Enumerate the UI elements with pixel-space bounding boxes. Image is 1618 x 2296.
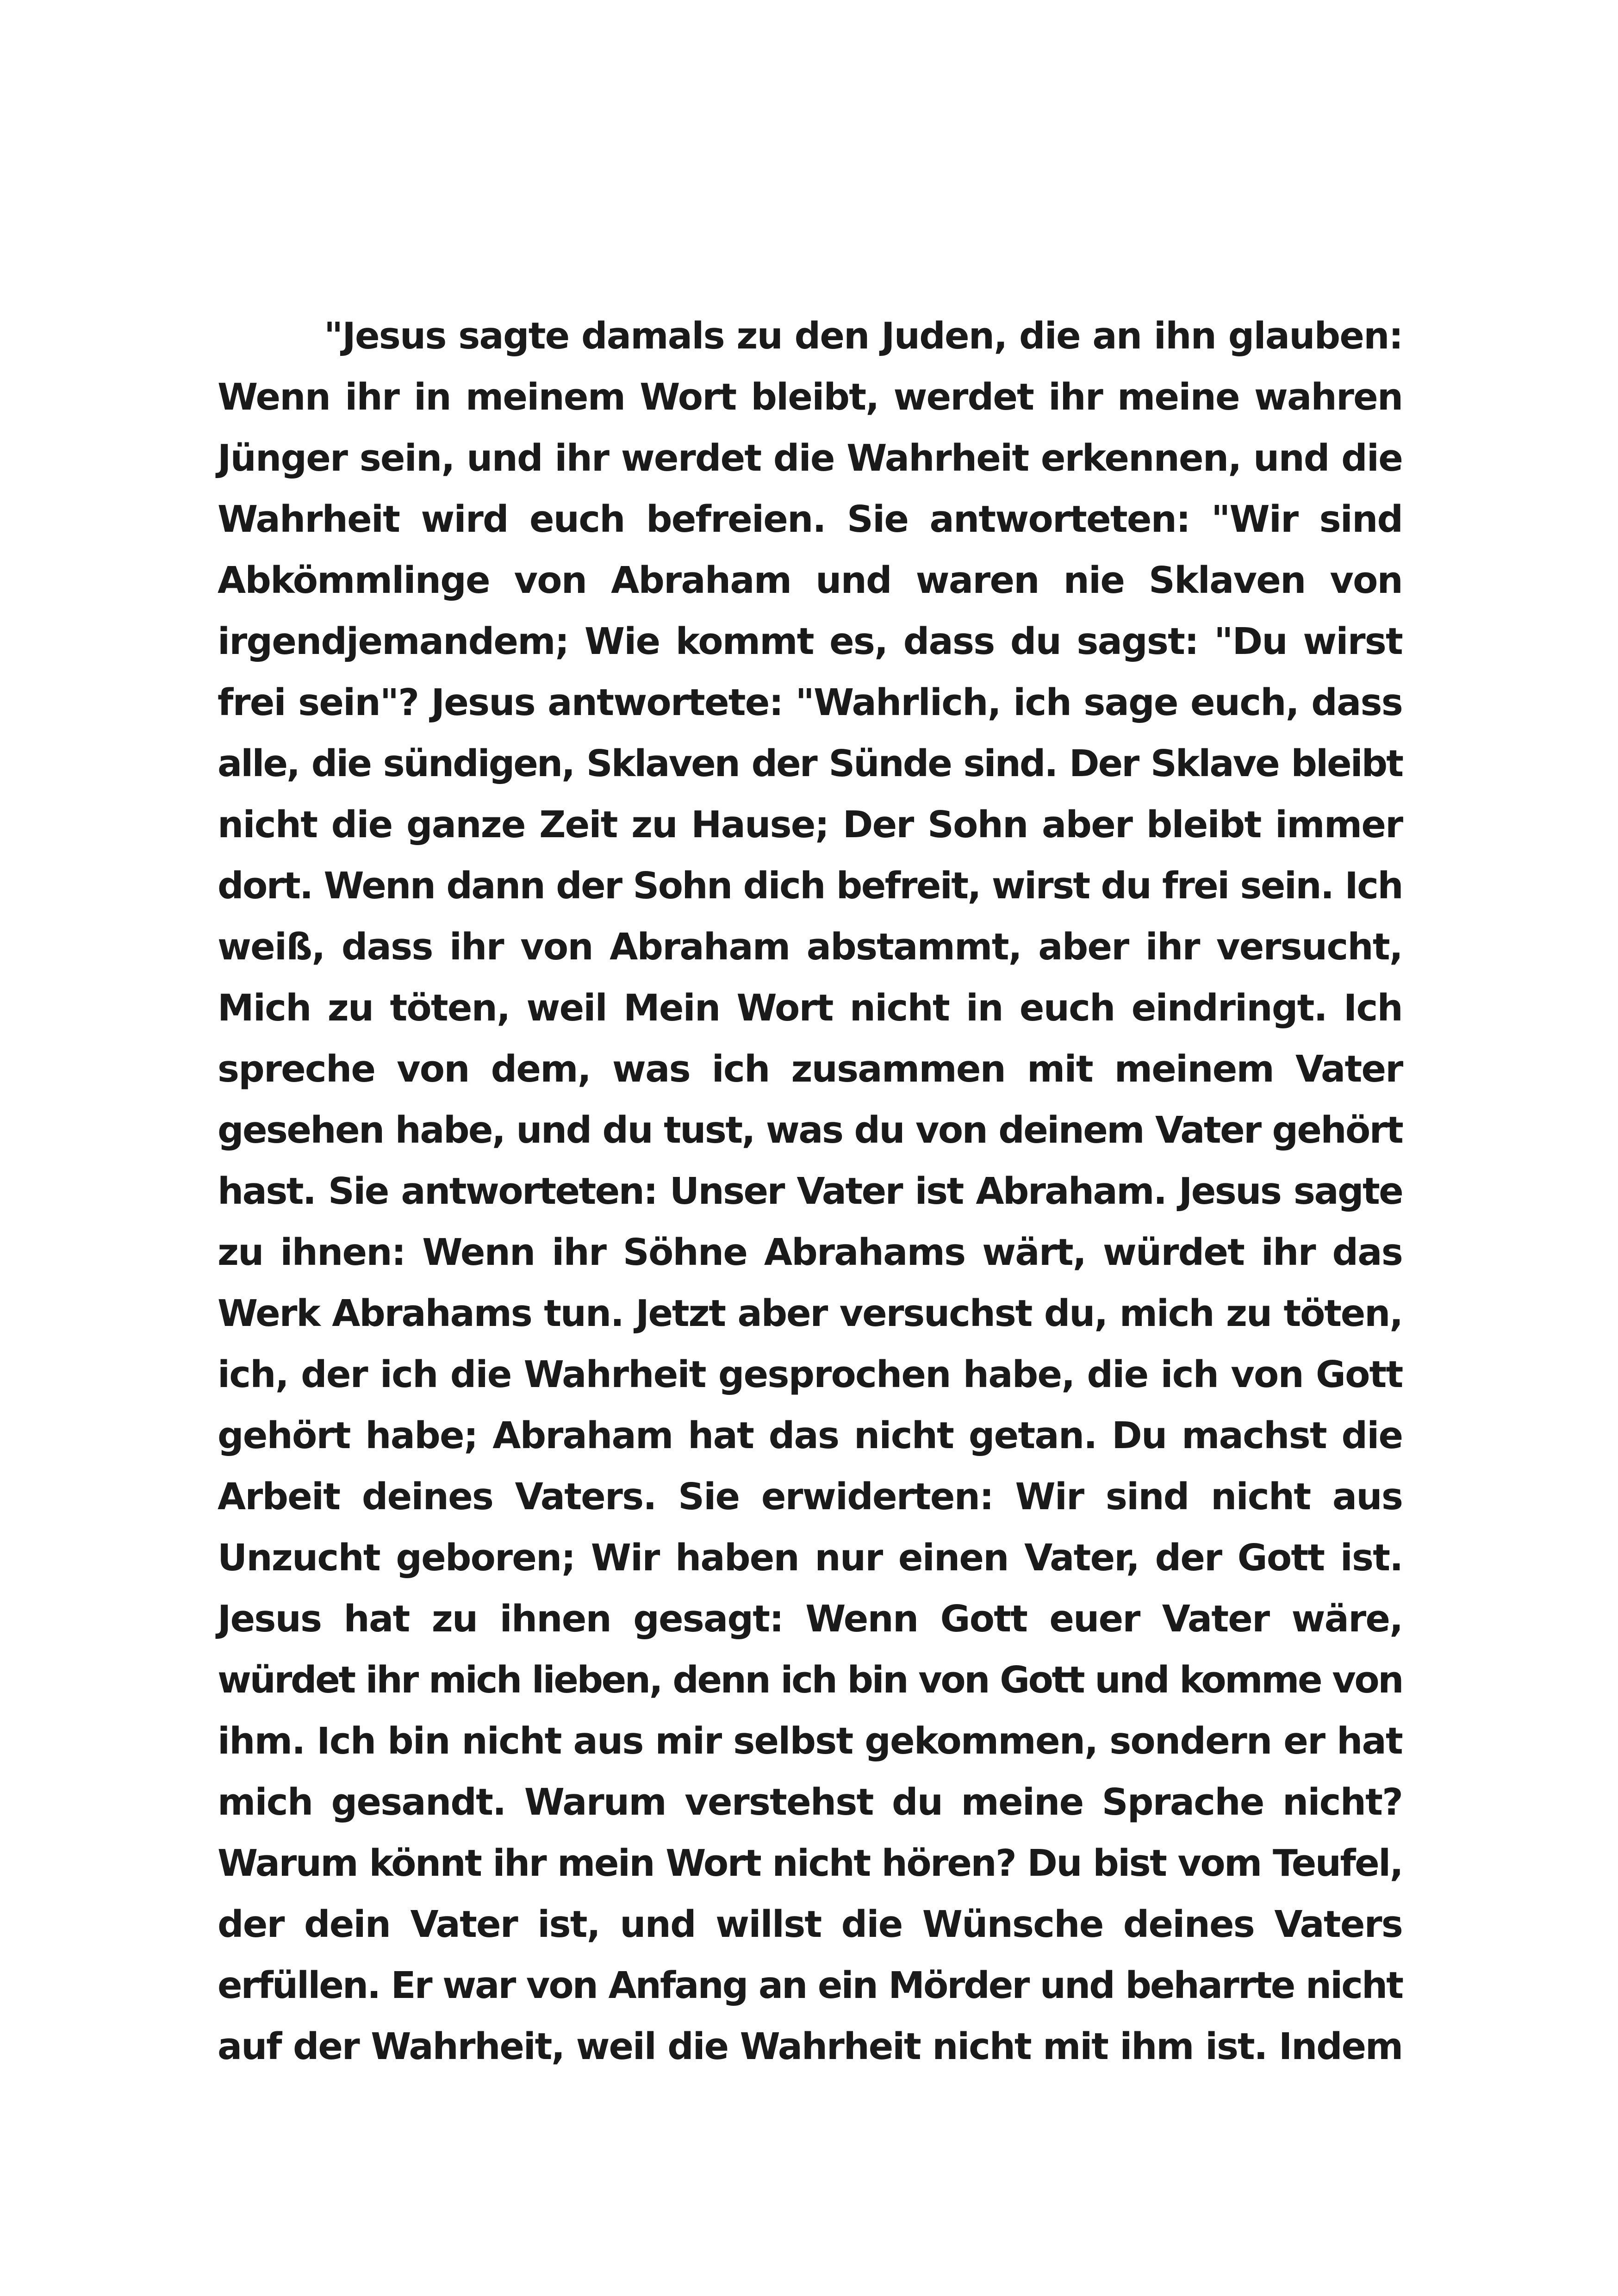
text-line: Jesus hat zu ihnen gesagt: Wenn Gott euer Vater wäre, (218, 1598, 1403, 1640)
text-line: Arbeit deines Vaters. Sie erwiderten: Wir sind nicht aus (218, 1475, 1403, 1518)
text-line: ich, der ich die Wahrheit gesprochen habe, die ich von Gott (218, 1353, 1403, 1396)
text-line: zu ihnen: Wenn ihr Söhne Abrahams wärt, würdet ihr das (218, 1231, 1402, 1274)
text-line: nicht die ganze Zeit zu Hause; Der Sohn aber bleibt immer (218, 803, 1403, 846)
text-line: gesehen habe, und du tust, was du von deinem Vater gehört (218, 1109, 1403, 1151)
text-line: spreche von dem, was ich zusammen mit meinem Vater (218, 1048, 1403, 1090)
text-line: "Jesus sagte damals zu den Juden, die an ihn glauben: (324, 315, 1403, 357)
text-line: irgendjemandem; Wie kommt es, dass du sagst: "Du wirst (218, 620, 1402, 663)
text-line: mich gesandt. Warum verstehst du meine Sprache nicht? (218, 1781, 1403, 1823)
text-line: Werk Abrahams tun. Jetzt aber versuchst du, mich zu töten, (218, 1292, 1402, 1335)
text-line: Wenn ihr in meinem Wort bleibt, werdet ihr meine wahren (218, 376, 1403, 418)
text-line: würdet ihr mich lieben, denn ich bin von Gott und komme von (218, 1659, 1403, 1701)
text-line: ihm. Ich bin nicht aus mir selbst gekommen, sondern er hat (218, 1720, 1402, 1762)
text-line: Warum könnt ihr mein Wort nicht hören? Du bist vom Teufel, (218, 1842, 1402, 1885)
text-line: Jünger sein, und ihr werdet die Wahrheit erkennen, und die (218, 437, 1402, 479)
text-line: gehört habe; Abraham hat das nicht getan. Du machst die (218, 1414, 1403, 1457)
text-line: Wahrheit wird euch befreien. Sie antworteten: "Wir sind (218, 498, 1403, 541)
text-line: hast. Sie antworteten: Unser Vater ist Abraham. Jesus sagte (218, 1170, 1403, 1213)
text-line: der dein Vater ist, und willst die Wünsche deines Vaters (218, 1903, 1402, 1946)
text-line: Abkömmlinge von Abraham und waren nie Sklaven von (218, 559, 1402, 602)
text-line: auf der Wahrheit, weil die Wahrheit nicht mit ihm ist. Indem (218, 2025, 1402, 2068)
text-line: Mich zu töten, weil Mein Wort nicht in euch eindringt. Ich (218, 987, 1402, 1029)
text-line: weiß, dass ihr von Abraham abstammt, aber ihr versucht, (218, 926, 1402, 968)
text-line: dort. Wenn dann der Sohn dich befreit, wirst du frei sein. Ich (218, 865, 1402, 907)
text-line: Unzucht geboren; Wir haben nur einen Vater, der Gott ist. (218, 1537, 1403, 1579)
text-line: frei sein"? Jesus antwortete: "Wahrlich, ich sage euch, dass (218, 681, 1402, 724)
text-line: erfüllen. Er war von Anfang an ein Mörder und beharrte nicht (218, 1964, 1402, 2007)
body-paragraph (218, 305, 1402, 2077)
text-line: alle, die sündigen, Sklaven der Sünde sind. Der Sklave bleibt (218, 742, 1402, 785)
